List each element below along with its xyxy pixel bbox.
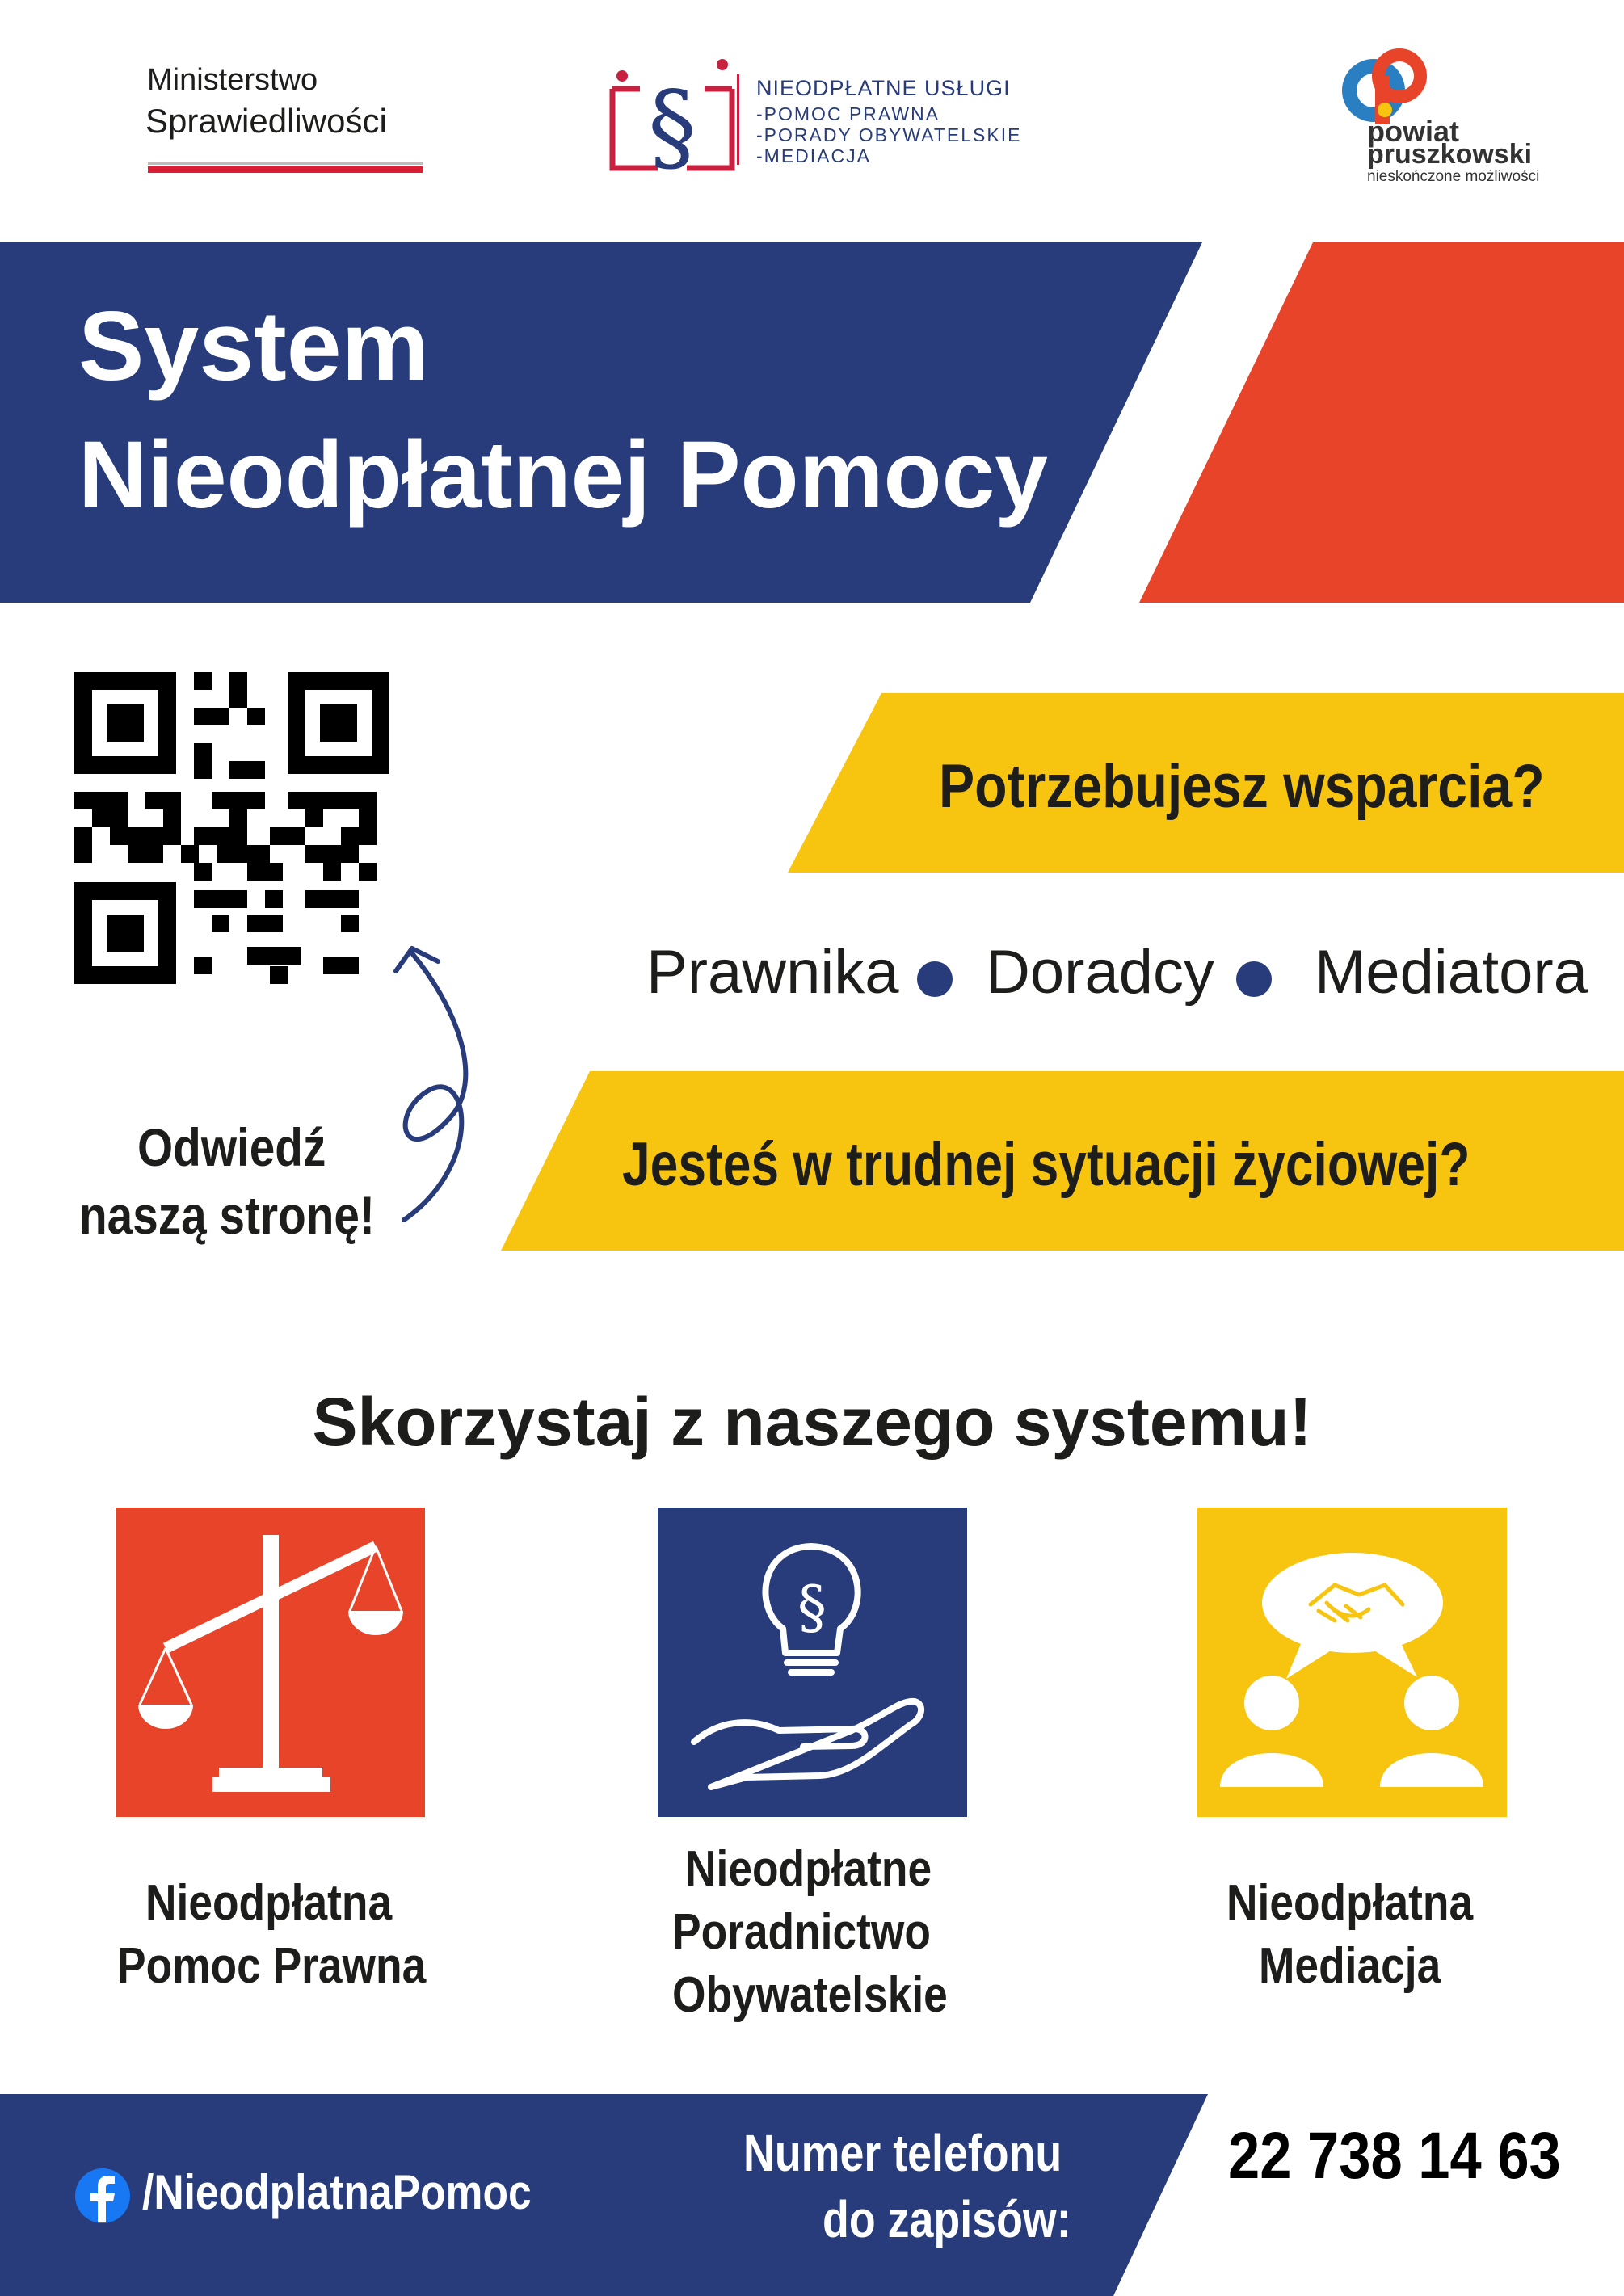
qr-code[interactable] [74,672,389,984]
tile-civic-advice[interactable] [658,1508,967,1817]
service-civic-advice-line3: Obywatelskie [672,1967,948,2023]
free-services-logo [608,57,1028,183]
service-mediation-line2: Mediacja [1259,1938,1441,1994]
county-name-line1: powiat [1367,115,1459,148]
qr-caption-line2: naszą stronę! [79,1185,375,1245]
curly-arrow-icon [364,937,485,1236]
service-mediation-line1: Nieodpłatna [1226,1875,1474,1931]
services-logo-item1: -POMOC PRAWNA [756,103,940,124]
phone-label-line2: do zapisów: [823,2190,1071,2248]
bullet-dot [1236,961,1272,997]
banner-title-line2: Nieodpłatnej Pomocy [78,422,1048,528]
qr-caption-line1: Odwiedź [137,1117,326,1177]
scales-icon [116,1508,425,1817]
facebook-icon [74,2168,131,2224]
ministry-name-line2: Sprawiedliwości [145,102,387,140]
lightbulb-hand-icon [658,1508,967,1817]
tile-legal-aid[interactable] [116,1508,425,1817]
svg-text:§: § [648,71,696,183]
county-name-line2: pruszkowski [1367,139,1533,170]
banner-red-shape [1139,242,1624,603]
svg-text:§: § [797,1573,827,1641]
services-logo-item3: -MEDIACJA [756,145,871,166]
logo-divider [737,74,739,165]
cta-heading: Skorzystaj z naszego systemu! [312,1384,1312,1460]
service-civic-advice-line1: Nieodpłatne [685,1841,932,1897]
roles-row [646,937,1592,1010]
tile-mediation[interactable] [1197,1508,1507,1817]
role-advisor: Doradcy [986,938,1214,1007]
paragraph-book-icon [608,57,737,183]
services-logo-title: NIEODPŁATNE USŁUGI [756,76,1011,100]
county-logo [1325,48,1576,190]
role-lawyer: Prawnika [646,938,899,1007]
county-tagline: nieskończone możliwości [1367,168,1540,185]
question-difficult-situation: Jesteś w trudnej sytuacji życiowej? [622,1130,1470,1199]
banner-title-line1: System [78,291,430,401]
service-legal-aid-line1: Nieodpłatna [145,1875,393,1931]
service-legal-aid-line2: Pomoc Prawna [117,1938,427,1994]
facebook-handle: /NieodplatnaPomoc [142,2165,532,2219]
phone-number[interactable]: 22 738 14 63 [1228,2119,1561,2193]
services-logo-item2: -PORADY OBYWATELSKIE [756,124,1022,145]
ministry-flag-red [148,166,423,173]
ministry-logo [145,63,424,180]
ministry-name-line1: Ministerstwo [147,63,318,97]
mediation-people-icon [1197,1508,1507,1817]
phone-label-line1: Numer telefonu [743,2124,1062,2182]
question-support: Potrzebujesz wsparcia? [939,752,1545,821]
bullet-dot [917,961,953,997]
ministry-flag-white [148,162,423,165]
facebook-link[interactable] [74,2161,532,2226]
role-mediator: Mediatora [1315,938,1588,1007]
service-civic-advice-line2: Poradnictwo [672,1904,931,1960]
